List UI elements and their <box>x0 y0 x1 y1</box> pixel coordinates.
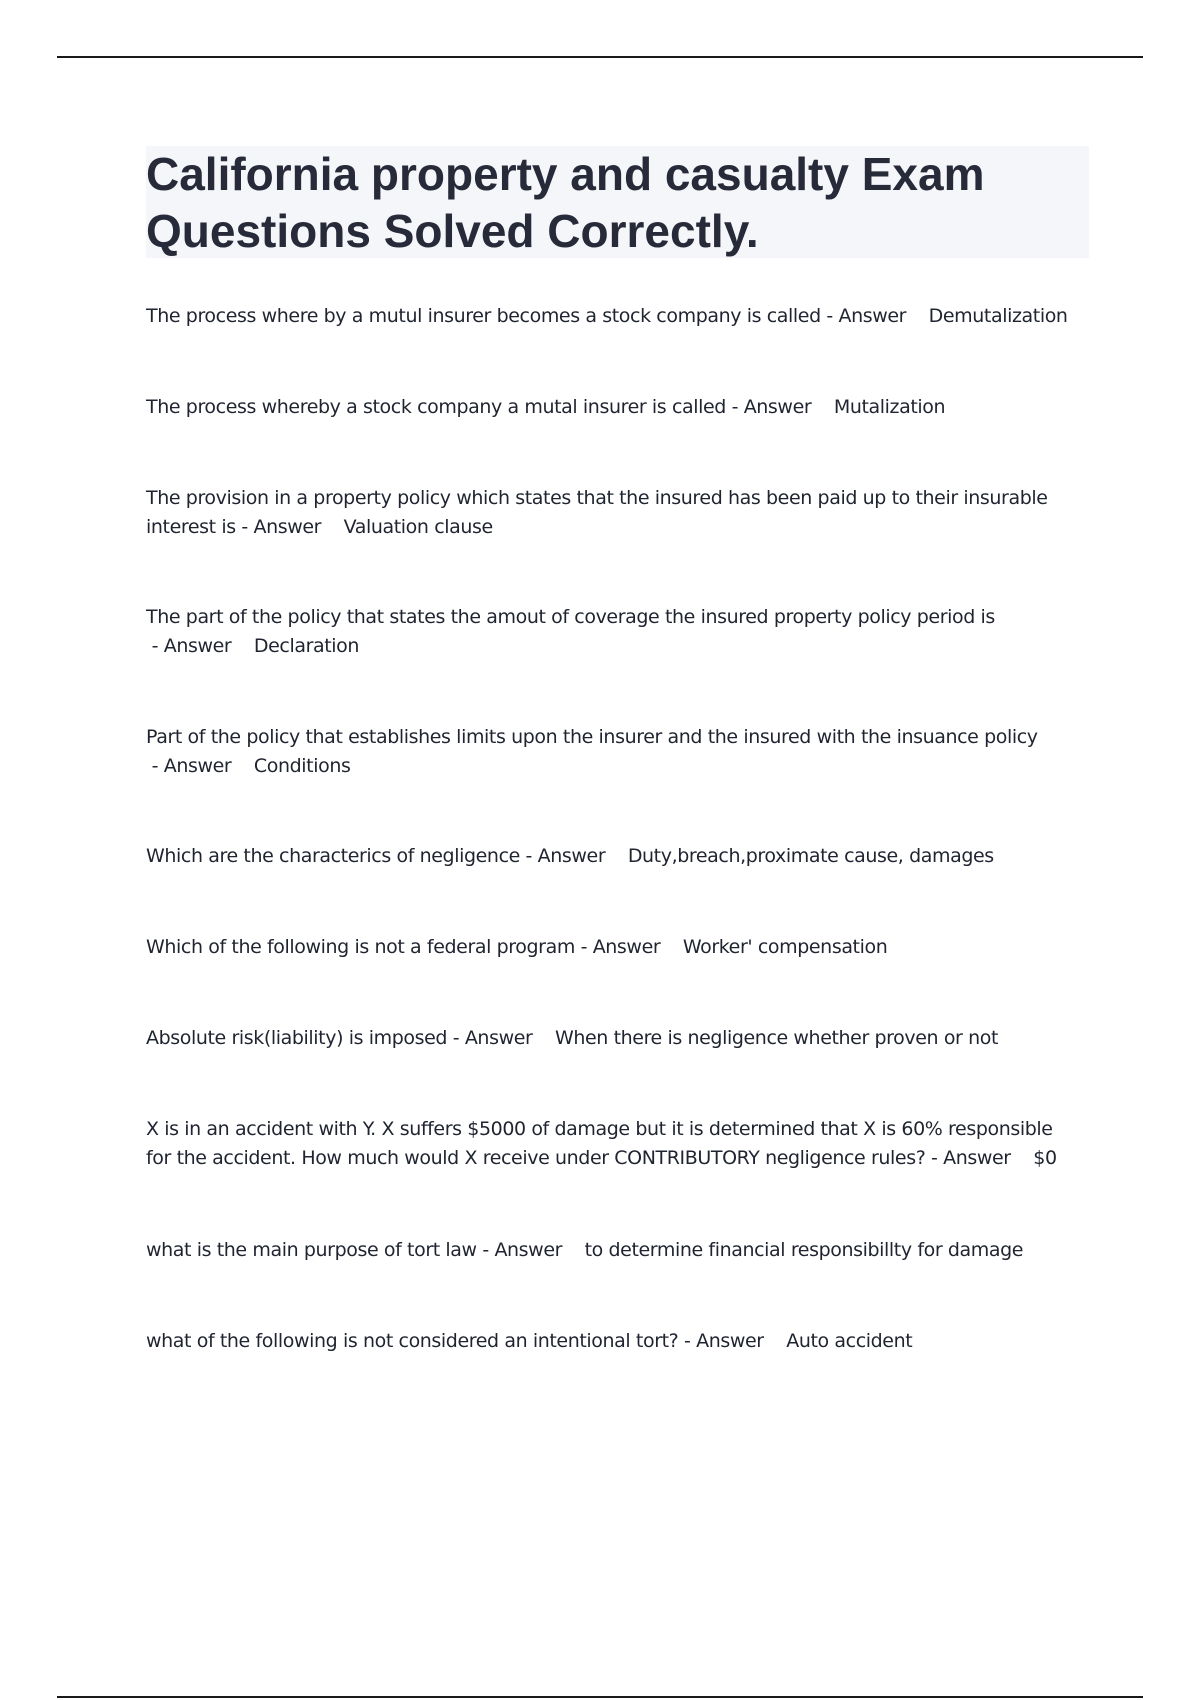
answer-label: Answer <box>696 1330 764 1352</box>
gap <box>764 1330 787 1352</box>
answer-text: Mutalization <box>833 396 946 418</box>
qa-item <box>146 1115 1076 1173</box>
qa-item <box>146 484 1076 542</box>
question-text: Absolute risk(liability) is imposed <box>146 1027 448 1049</box>
answer-text: to determine financial responsibillty for damage <box>584 1239 1024 1261</box>
answer-label: Answer <box>838 305 907 327</box>
gap <box>321 516 344 538</box>
answer-text: Conditions <box>253 755 351 777</box>
answer-text: Auto accident <box>786 1330 913 1352</box>
question-text: The provision in a property policy which states that the insured has been paid up to their insurable interest is <box>146 487 1048 538</box>
question-text: The process where by a mutul insurer becomes a stock company is called <box>146 305 821 327</box>
separator: - <box>925 1147 944 1169</box>
answer-text: Worker' compensation <box>682 936 888 958</box>
question-text: Which are the characterics of negligence <box>146 845 520 867</box>
answer-label: Answer <box>943 1147 1011 1169</box>
answer-label: Answer <box>464 1027 533 1049</box>
separator: - <box>820 305 839 327</box>
qa-item <box>146 1327 1076 1356</box>
question-text: X is in an accident with Y. X suffers $5000 of damage but it is determined that X is 60% responsible for the accident. How much would X receive under CONTRIBUTORY negligence rules? <box>146 1118 1053 1169</box>
gap <box>231 635 254 657</box>
separator: - <box>725 396 744 418</box>
answer-label: Answer <box>253 516 322 538</box>
separator: - <box>678 1330 697 1352</box>
gap <box>906 305 929 327</box>
qa-item <box>146 302 1076 331</box>
answer-text: Valuation clause <box>343 516 493 538</box>
separator: - <box>146 755 164 777</box>
gap <box>231 755 254 777</box>
separator: - <box>235 516 254 538</box>
qa-item <box>146 1236 1076 1265</box>
question-text: Which of the following is not a federal program <box>146 936 575 958</box>
separator: - <box>447 1027 465 1049</box>
answer-label: Answer <box>163 755 232 777</box>
separator: - <box>519 845 538 867</box>
gap <box>562 1239 585 1261</box>
bottom-rule <box>57 1696 1143 1698</box>
qa-item <box>146 842 1076 871</box>
answer-label: Answer <box>592 936 661 958</box>
answer-label: Answer <box>163 635 232 657</box>
answer-text: Declaration <box>253 635 360 657</box>
question-text: The part of the policy that states the amout of coverage the insured property policy period is <box>146 606 995 628</box>
question-text: The process whereby a stock company a mutal insurer is called <box>146 396 726 418</box>
qa-item <box>146 933 1076 962</box>
answer-text: $0 <box>1033 1147 1057 1169</box>
answer-label: Answer <box>743 396 812 418</box>
question-text: what of the following is not considered an intentional tort? <box>146 1330 679 1352</box>
gap <box>532 1027 555 1049</box>
qa-item <box>146 1024 1076 1053</box>
qa-item <box>146 603 1076 661</box>
qa-item <box>146 723 1076 781</box>
question-text: Part of the policy that establishes limits upon the insurer and the insured with the insuance policy <box>146 726 1038 748</box>
gap <box>811 396 834 418</box>
gap <box>1011 1147 1034 1169</box>
gap <box>660 936 683 958</box>
document-title: California property and casualty Exam Questions Solved Correctly. <box>146 148 985 257</box>
separator: - <box>476 1239 495 1261</box>
answer-label: Answer <box>537 845 606 867</box>
separator: - <box>574 936 593 958</box>
gap <box>605 845 628 867</box>
answer-label: Answer <box>494 1239 563 1261</box>
separator: - <box>146 635 164 657</box>
qa-item <box>146 393 1076 422</box>
answer-text: Demutalization <box>928 305 1068 327</box>
answer-text: Duty,breach,proximate cause, damages <box>627 845 994 867</box>
answer-text: When there is negligence whether proven or not <box>554 1027 999 1049</box>
question-text: what is the main purpose of tort law <box>146 1239 477 1261</box>
